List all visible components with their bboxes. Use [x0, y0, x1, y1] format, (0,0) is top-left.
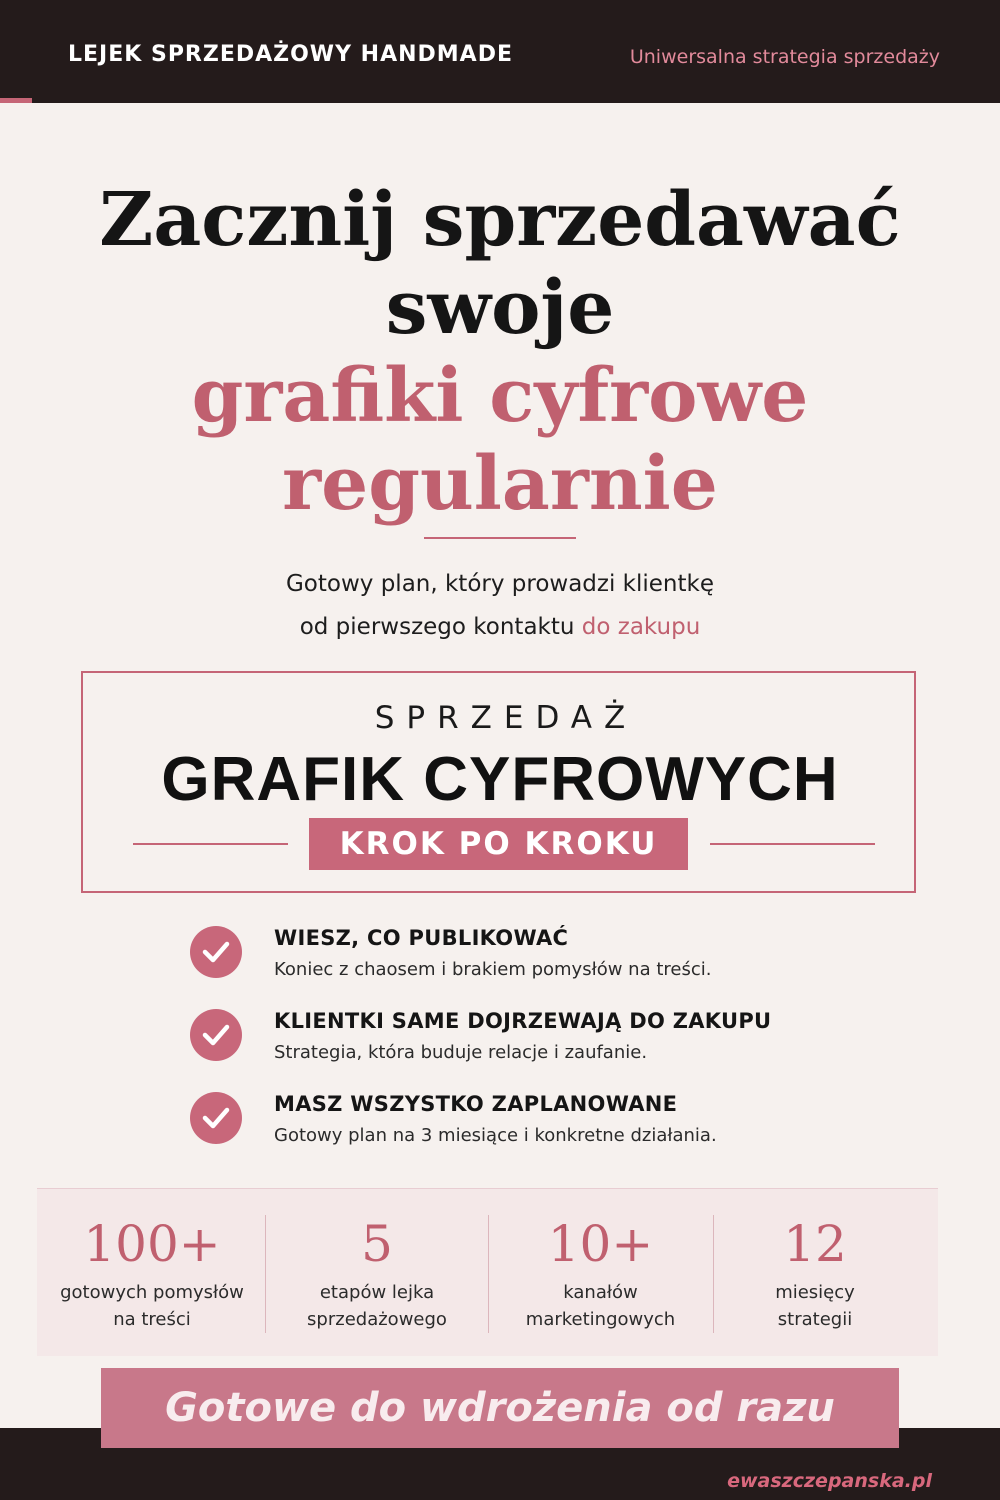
product-eyebrow: SPRZEDAŻ [374, 700, 638, 736]
stat-value: 5 [361, 1215, 393, 1273]
stat-value: 10+ [547, 1215, 654, 1273]
product-title: GRAFIK CYFROWYCH [161, 745, 839, 814]
cta-banner[interactable]: Gotowe do wdrożenia od razu [101, 1368, 899, 1448]
stat-item [266, 1189, 488, 1357]
headline-line-1: Zacznij sprzedawać [99, 177, 901, 263]
subtitle-highlight: do zakupu [581, 614, 701, 640]
stat-item [489, 1189, 712, 1357]
benefit-title: KLIENTKI SAME DOJRZEWAJĄ DO ZAKUPU [274, 1009, 772, 1033]
stat-label [714, 1279, 916, 1333]
headline-line-3: grafiki cyfrowe [191, 353, 809, 439]
stat-label-line-1: gotowych pomysłów [60, 1282, 244, 1303]
main-headline [0, 176, 1000, 528]
subtitle-line-2-text: od pierwszego kontaktu [299, 614, 582, 640]
stat-label-line-2: na treści [113, 1309, 191, 1330]
product-divider-right [710, 843, 875, 845]
header-title: LEJEK SPRZEDAŻOWY HANDMADE [68, 42, 513, 67]
subtitle-line-1: Gotowy plan, który prowadzi klientkę [285, 571, 714, 597]
stat-label-line-1: miesięcy [775, 1282, 855, 1303]
website-link[interactable]: ewaszczepanska.pl [727, 1470, 932, 1492]
benefit-description: Strategia, która buduje relacje i zaufanie. [274, 1042, 648, 1063]
stat-value: 12 [783, 1215, 847, 1273]
stat-label [489, 1279, 712, 1333]
headline-line-2: swoje [385, 265, 615, 351]
check-circle-icon [190, 1092, 242, 1144]
stat-item [37, 1189, 267, 1357]
headline-divider [424, 537, 576, 539]
benefit-title: WIESZ, CO PUBLIKOWAĆ [274, 926, 569, 950]
stat-label [37, 1279, 267, 1333]
header-tagline: Uniwersalna strategia sprzedaży [629, 46, 940, 68]
header-accent-stripe [0, 98, 32, 103]
product-tag: KROK PO KROKU [309, 818, 688, 870]
stat-value: 100+ [83, 1215, 221, 1273]
check-circle-icon [190, 926, 242, 978]
subtitle-line-2 [0, 606, 1000, 649]
stat-label [266, 1279, 488, 1333]
top-bar [0, 0, 1000, 103]
benefit-description: Koniec z chaosem i brakiem pomysłów na treści. [274, 959, 712, 980]
stat-label-line-1: etapów lejka [319, 1282, 435, 1303]
benefit-title: MASZ WSZYSTKO ZAPLANOWANE [274, 1092, 678, 1116]
benefit-item [0, 1092, 1000, 1162]
stat-item [714, 1189, 916, 1357]
benefit-item [0, 926, 1000, 996]
stat-label-line-2: sprzedażowego [307, 1309, 447, 1330]
stat-label-line-1: kanałów [563, 1282, 638, 1303]
benefit-description: Gotowy plan na 3 miesiące i konkretne działania. [274, 1125, 717, 1146]
headline-line-4: regularnie [282, 441, 718, 527]
product-divider-left [133, 843, 288, 845]
check-circle-icon [190, 1009, 242, 1061]
stats-panel [37, 1188, 938, 1356]
benefit-item [0, 1009, 1000, 1079]
stat-label-line-2: marketingowych [525, 1309, 676, 1330]
subtitle [0, 563, 1000, 649]
stat-label-line-2: strategii [777, 1309, 853, 1330]
